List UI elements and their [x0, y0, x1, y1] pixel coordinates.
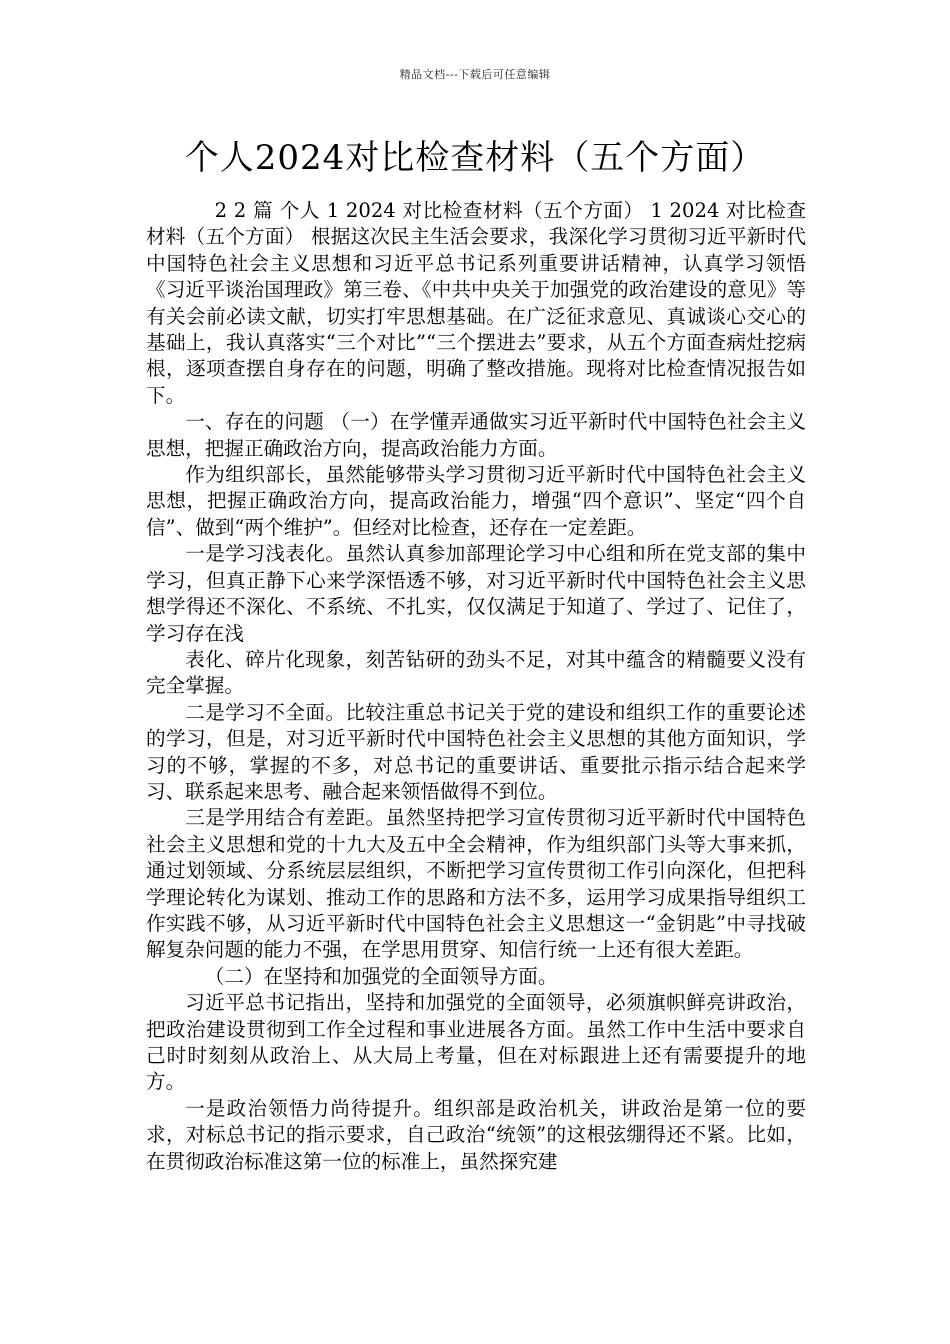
paragraph: 二是学习不全面。比较注重总书记关于党的建设和组织工作的重要论述的学习，但是，对习近平新时代中国特色社会主义思想的其他方面知识，学习的不够，掌握的不多，对总书记的重要讲话、重要批示指示结合起来学习、联系起来思考、融合起来领悟做得不到位。 [146, 700, 806, 803]
section-heading: （二）在坚持和加强党的全面领导方面。 [204, 964, 558, 988]
document-body [146, 198, 806, 1175]
paragraph: 作为组织部长，虽然能够带头学习贯彻习近平新时代中国特色社会主义思想，把握正确政治方向，提高政治能力，增强“四个意识”、坚定“四个自信”、做到“两个维护”。但经对比检查，还存在一定差距。 [146, 463, 806, 539]
paragraph: 一是政治领悟力尚待提升。组织部是政治机关，讲政治是第一位的要求，对标总书记的指示要求，自己政治“统领”的这根弦绷得还不紧。比如，在贯彻政治标准这第一位的标准上，虽然探究建 [146, 1096, 806, 1173]
paragraph-problems-heading: 一、存在的问题 （一）在学懂弄通做实习近平新时代中国特色社会主义思想，把握正确政治方向，提高政治能力方面。 [146, 410, 806, 460]
header-note: 精品文档---下载后可任意编辑 [399, 68, 551, 81]
paragraph: 习近平总书记指出，坚持和加强党的全面领导，必须旗帜鲜亮讲政治，把政治建设贯彻到工作全过程和事业进展各方面。虽然工作中生活中要求自己时时刻刻从政治上、从大局上考量，但在对标跟进上还有需要提升的地方。 [146, 991, 806, 1094]
document-title: 个人2024对比检查材料（五个方面） [184, 138, 766, 178]
paragraph: 表化、碎片化现象，刻苦钻研的劲头不足，对其中蕴含的精髓要义没有完全掌握。 [146, 647, 806, 698]
paragraph: 三是学用结合有差距。虽然坚持把学习宣传贯彻习近平新时代中国特色社会主义思想和党的十九大及五中全会精神，作为组织部门头等大事来抓，通过划领域、分系统层层组织，不断把学习宣传贯彻工作引向深化，但把科学理论转化为谋划、推动工作的思路和方法不多，运用学习成果指导组织工作实践不够，从习近平新时代中国特色社会主义思想这一“金钥匙”中寻找破解复杂问题的能力不强，在学思用贯穿、知信行统一上还有很大差距。 [146, 806, 806, 962]
paragraph: 一是学习浅表化。虽然认真参加部理论学习中心组和所在党支部的集中学习，但真正静下心来学深悟透不够，对习近平新时代中国特色社会主义思想学得还不深化、不系统、不扎实，仅仅满足于知道了、学过了、记住了，学习存在浅 [146, 542, 806, 645]
paragraph-intro: 2 2 篇 个人 1 2024 对比检查材料（五个方面） 1 2024 对比检查材料（五个方面） 根据这次民主生活会要求，我深化学习贯彻习近平新时代中国特色社会主义思想和习近平总书记系列重要讲话精神，认真学习领悟《习近平谈治国理政》第三卷、《中共中央关于加强党的政治建设的意见》等有关会前必读文献，切实打牢思想基础。在广泛征求意见、真诚谈心交心的基础上，我认真落实“三个对比”“三个摆进去”要求，从五个方面查病灶挖病根，逐项查摆自身存在的问题，明确了整改措施。现将对比检查情况报告如下。 [146, 199, 806, 407]
